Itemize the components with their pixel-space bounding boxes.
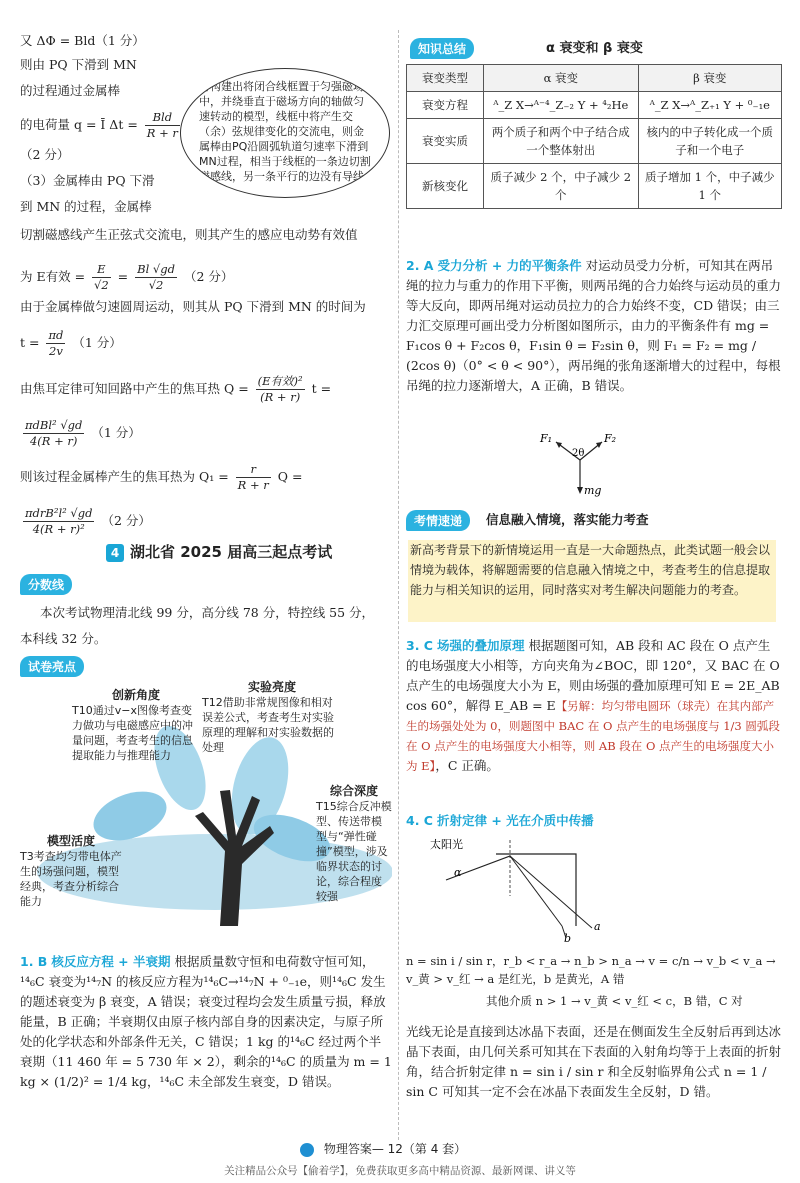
score-tag: 分数线 (20, 574, 72, 595)
table-cell: ᴬ_Z X→ᴬ⁻⁴_Z₋₂ Y + ⁴₂He (484, 92, 639, 119)
time-num: πd (48, 328, 64, 342)
depth-text: T15综合反冲模型、传送带模型与“弹性碰撞”模型，涉及临界状态的讨论，综合程度较强 (316, 800, 392, 903)
time-text: 由于金属棒做匀速圆周运动，则其从 PQ 下滑到 MN 的时间为 (20, 299, 366, 314)
model-text: T3考查均匀带电体产生的场强问题，模型经典，考查分析综合能力 (20, 850, 122, 908)
eff-prefix: 为 E有效 = (20, 269, 86, 284)
experiment-title: 实验亮度 (247, 680, 296, 694)
model-title: 模型活度 (46, 834, 95, 848)
part3-line-1: （3）金属棒由 PQ 下滑 (20, 173, 155, 188)
q-den: 4(R + r) (29, 434, 78, 448)
table-header-cell: 衰变类型 (407, 65, 484, 92)
section-number: 4 (106, 544, 124, 562)
q1-suffix: Q = (277, 469, 303, 484)
joule-equation (20, 374, 331, 405)
arrow-f2 (596, 442, 602, 448)
q1-equation (20, 462, 302, 493)
footer-note: 关注精品公众号【偷着学】，免费获取更多高中精品资源、最新网课、讲义等 (224, 1165, 576, 1177)
q2-answer (406, 256, 782, 396)
label-f2: F₂ (604, 432, 617, 445)
label-alpha: α (454, 866, 462, 879)
eq-phi: 又 ΔΦ = Bld（1 分） (20, 33, 145, 48)
q1-final (20, 506, 151, 537)
highlight-tree (20, 676, 392, 938)
label-f1: F₁ (540, 432, 553, 445)
label-angle: 2θ (572, 448, 585, 459)
charge-den: R + r (146, 126, 178, 140)
knowledge-tag: 知识总结 (410, 38, 474, 59)
label-experiment (202, 680, 342, 755)
q2-topic: 受力分析 + 力的平衡条件 (437, 258, 582, 273)
label-depth (316, 784, 392, 904)
eff-score: （2 分） (183, 269, 234, 284)
label-sun: 太阳光 (430, 838, 463, 851)
q4-chain-2: 其他介质 n > 1 → v_黄 < v_红 < c，B 错，C 对 (486, 994, 743, 1008)
time-den: 2v (49, 344, 63, 358)
score-text-2: 本科线 32 分。 (20, 631, 107, 646)
kaoqing-text: 新高考背景下的新情境运用一直是一大命题热点，此类试题一般会以情境为载体，将解题需要的信息融入情境之中，考查考生的信息提取能力与相关知识的运用，同时落实对考生解决问题能力的考查。 (410, 543, 771, 597)
time-prefix: t = (20, 335, 40, 350)
eff-num2: Bl √gd (137, 262, 175, 276)
charge-num: Bld (145, 110, 180, 126)
innovation-text: T10通过v−x图像考查变力做功与电磁感应中的冲量问题，考查考生的信息提取能力与推理能力 (72, 704, 193, 762)
q3-label: 3. C (406, 638, 433, 653)
q2-label: 2. A (406, 258, 434, 273)
depth-title: 综合深度 (329, 784, 378, 798)
q1-den: R + r (237, 478, 269, 492)
q4-chain-1: n = sin i / sin r，r_b < r_a → n_b > n_a → v = c/n → v_b < v_a → v_黄 > v_红 → a 是红光，b 是黄光，A 错 (406, 954, 776, 986)
column-divider (398, 30, 399, 1140)
table-row (407, 164, 782, 209)
label-model (20, 834, 122, 909)
eff-num1: E (92, 262, 111, 278)
label-innovation (72, 688, 200, 763)
table-header-row (407, 65, 782, 92)
q-result (20, 418, 141, 449)
table-title: α 衰变和 β 衰变 (546, 41, 643, 56)
score-2a: （2 分） (20, 147, 70, 162)
q3-answer (406, 636, 782, 776)
kaoqing-title: 信息融入情境，落实能力考查 (486, 512, 649, 527)
ray-a-inside (510, 856, 576, 914)
table-header-cell: α 衰变 (484, 65, 639, 92)
q3-topic: 场强的叠加原理 (436, 638, 525, 653)
q1f-score: （2 分） (101, 513, 151, 528)
page-number: 物理答案— 12（第 4 套） (323, 1142, 467, 1156)
q-num: πdBl² √gd (25, 418, 83, 432)
table-cell: 衰变实质 (407, 119, 484, 164)
label-b: b (564, 932, 572, 944)
eff-mid: = (117, 269, 129, 284)
table-cell: 衰变方程 (407, 92, 484, 119)
page-number-bar (300, 1140, 500, 1162)
part3-line-2: 到 MN 的过程，金属棒 (20, 199, 152, 214)
table-row (407, 92, 782, 119)
q3-text: 根据题图可知，AB 段和 AC 段在 O 点产生的电场强度大小相等，方向夹角为∠BOC，即 120°，又 BAC 在 O 点产生的电场强度大小为 E，则由场强的叠加原理可知 E = 2E_AB cos 60°，解得 E_AB = E (406, 638, 780, 713)
thought-bubble: 可构建出将闭合线框置于匀强磁场中，并绕垂直于磁场方向的轴做匀速转动的模型，线框中将产生交（余）弦规律变化的交流电，则金属棒由PQ沿圆弧轨道匀速率下滑到MN过程，相当于线框的一条边切割磁感线，另一条平行的边没有导线 (180, 68, 390, 198)
q4-label: 4. C (406, 813, 433, 828)
decay-table (406, 64, 782, 209)
q1-text: 根据质量数守恒和电荷数守恒可知，¹⁴₆C 衰变为¹⁴₇N 的核反应方程为¹⁴₆C→¹⁴₇N + ⁰₋₁e，则¹⁴₆C 发生的题述衰变为 β 衰变，A 错误；衰变过程均会发生质量亏损，释放能量，B 正确；半衰期仅由原子核内部自身的因素决定，与原子所处的化学状态和外部条件无关，C 错误；1 kg 的¹⁴₆C 经过两个半衰期（11 460 年 = 5 730 年 × 2），剩余的¹⁴₆C 的质量为 m = 1 kg × (1/2)² = 1/4 kg，¹⁴₆C 未全部发生衰变，D 错误。 (20, 954, 392, 1089)
q1-label: 1. B (20, 954, 48, 969)
arrow-mg (577, 487, 583, 494)
joule-den: (R + r) (260, 390, 301, 404)
table-cell: 新核变化 (407, 164, 484, 209)
table-row (407, 119, 782, 164)
label-mg: mg (584, 484, 602, 497)
experiment-text: T12借助非常规图像和相对误差公式，考查考生对实验原理的理解和对实验数据的处理 (202, 696, 334, 754)
pq-line-1: 则由 PQ 下滑到 MN (20, 57, 137, 72)
label-a: a (594, 920, 601, 933)
innovation-title: 创新角度 (111, 688, 160, 702)
section-title (106, 541, 332, 562)
q3-tail: ，C 正确。 (435, 758, 499, 773)
highlight-tag: 试卷亮点 (20, 656, 84, 677)
q1f-num: πdrB²l² √gd (25, 506, 93, 520)
eff-den1: √2 (94, 278, 109, 292)
q1f-den: 4(R + r)² (32, 522, 85, 536)
q1-num: r (236, 462, 271, 478)
joule-text: 由焦耳定律可知回路中产生的焦耳热 Q = (20, 381, 249, 396)
force-diagram (536, 430, 636, 500)
joule-suffix: t = (311, 381, 332, 396)
q1-text: 则该过程金属棒产生的焦耳热为 Q₁ = (20, 469, 229, 484)
q3-note: 【另解：均匀带电圆环（球壳）在其内部产生的场强处处为 0，则题图中 BAC 在 O 点产生的电场强度与 1/3 圆弧段在 O 点产生的电场强度大小相等，则 AB 段在 O 点产生的电场强度大小为 E】 (406, 699, 780, 773)
effective-emf (20, 262, 233, 293)
score-text-1: 本次考试物理清北线 99 分，高分线 78 分，特控线 55 分， (40, 605, 375, 620)
ray-b-inside (510, 856, 562, 926)
ray-a-out (576, 914, 592, 928)
q4-header (406, 812, 594, 830)
q2-text: 对运动员受力分析，可知其在两吊绳的拉力与重力的作用下平衡，则两吊绳的合力始终与运动员的重力等大反向，即两吊绳对运动员拉力的合力始终不变，CD 错误；由三力汇交原理可画出受力分析图如图所示，由力的平衡条件有 mg = F₁cos θ + F₂cos θ，F₁sin θ = F₂sin θ，则 F₁ = F₂ = mg / (2cos θ)（0° < θ < 90°），两吊绳的张角逐渐增大的过程中，每根吊绳的拉力逐渐增大，A 正确，B 错误。 (406, 258, 782, 393)
table-cell: 两个质子和两个中子结合成一个整体射出 (484, 119, 639, 164)
part3-line-3: 切割磁感线产生正弦式交流电，则其产生的感应电动势有效值 (20, 227, 358, 242)
joule-num: (E有效)² (257, 374, 303, 388)
section-title-text: 湖北省 2025 届高三起点考试 (130, 543, 333, 561)
arrow-f1 (556, 442, 562, 448)
crystal-edge (496, 854, 576, 926)
table-cell: 质子减少 2 个，中子减少 2 个 (484, 164, 639, 209)
charge-prefix: 的电荷量 q = Ī Δt = (20, 117, 138, 132)
q4-text: 光线无论是直接到达冰晶下表面，还是在侧面发生全反射后再到达冰晶下表面，由几何关系可知其在下表面的入射角均等于上表面的折射角，结合折射定律 n = sin i / sin r 和全反射临界角公式 n = 1 / sin C 可知其一定不会在冰晶下表面发生全反射，D 错。 (406, 1024, 782, 1099)
time-equation (20, 328, 122, 359)
q-score: （1 分） (91, 425, 141, 440)
table-cell: 核内的中子转化成一个质子和一个电子 (638, 119, 781, 164)
table-cell: ᴬ_Z X→ᴬ_Z₊₁ Y + ⁰₋₁e (638, 92, 781, 119)
eff-den2: √2 (148, 278, 164, 292)
pq-line-2: 的过程通过金属棒 (20, 83, 121, 98)
kaoqing-tag: 考情速递 (406, 510, 470, 531)
q1-topic: 核反应方程 + 半衰期 (51, 954, 171, 969)
refraction-diagram (426, 836, 626, 944)
time-score: （1 分） (72, 335, 122, 350)
table-header-cell: β 衰变 (638, 65, 781, 92)
publisher-logo-icon (300, 1143, 314, 1157)
table-cell: 质子增加 1 个，中子减少 1 个 (638, 164, 781, 209)
q1-answer (20, 952, 392, 1092)
charge-equation (20, 110, 183, 141)
q4-topic: 折射定律 + 光在介质中传播 (436, 813, 594, 828)
